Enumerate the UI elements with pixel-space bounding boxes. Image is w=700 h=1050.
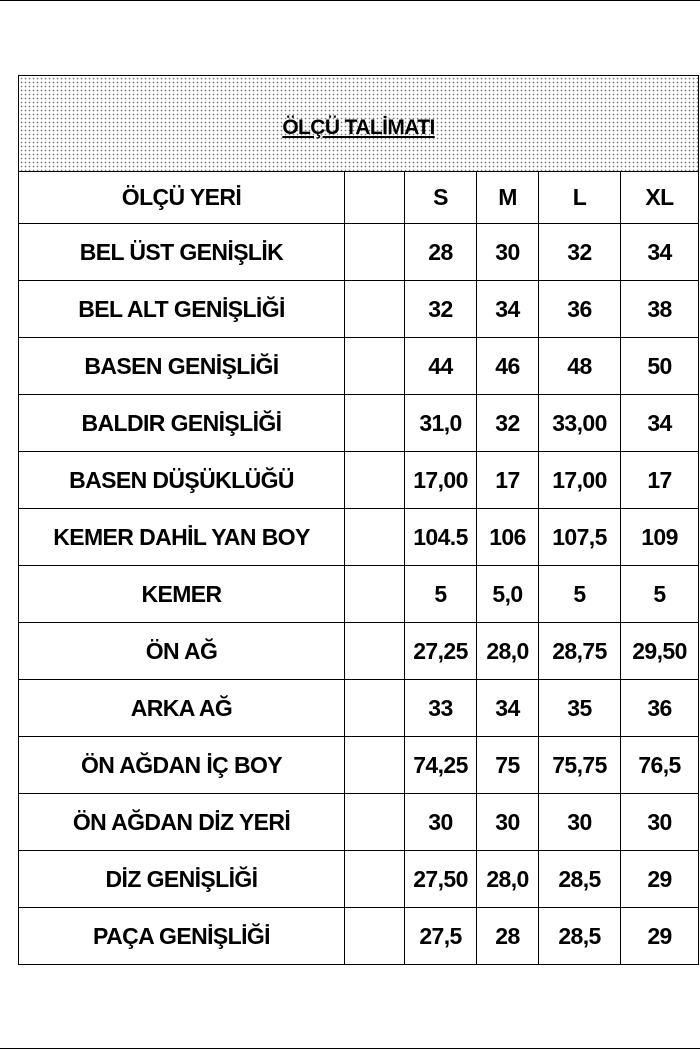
table-row — [19, 851, 699, 908]
table-row — [19, 338, 699, 395]
table-row — [19, 737, 699, 794]
blank-cell — [345, 794, 405, 851]
value-cell-l: 28,5 — [539, 851, 621, 908]
value-cell-s: 32 — [405, 281, 477, 338]
value-cell-s: 104.5 — [405, 509, 477, 566]
value-cell-l: 5 — [539, 566, 621, 623]
blank-cell — [345, 395, 405, 452]
value-cell-xl: 50 — [621, 338, 699, 395]
blank-cell — [345, 623, 405, 680]
measurement-label: BEL ÜST GENİŞLİK — [19, 224, 345, 281]
value-cell-m: 32 — [477, 395, 539, 452]
value-cell-xl: 34 — [621, 224, 699, 281]
blank-cell — [345, 680, 405, 737]
value-cell-s: 27,25 — [405, 623, 477, 680]
top-border-line — [0, 0, 700, 1]
value-cell-l: 17,00 — [539, 452, 621, 509]
measurement-label: KEMER — [19, 566, 345, 623]
blank-cell — [345, 566, 405, 623]
table-row — [19, 566, 699, 623]
size-chart-table — [18, 75, 699, 965]
value-cell-m: 34 — [477, 281, 539, 338]
blank-cell — [345, 338, 405, 395]
value-cell-l: 75,75 — [539, 737, 621, 794]
table-row — [19, 794, 699, 851]
value-cell-m: 5,0 — [477, 566, 539, 623]
table-row — [19, 224, 699, 281]
measurement-label: KEMER DAHİL YAN BOY — [19, 509, 345, 566]
value-cell-m: 17 — [477, 452, 539, 509]
value-cell-s: 33 — [405, 680, 477, 737]
value-cell-xl: 17 — [621, 452, 699, 509]
header-size-s: S — [405, 172, 477, 224]
table-title: ÖLÇÜ TALİMATI — [282, 116, 435, 139]
blank-cell — [345, 908, 405, 965]
value-cell-m: 106 — [477, 509, 539, 566]
blank-cell — [345, 452, 405, 509]
table-row — [19, 395, 699, 452]
table-row — [19, 680, 699, 737]
measurement-label: ÖN AĞ — [19, 623, 345, 680]
value-cell-l: 36 — [539, 281, 621, 338]
table-row — [19, 281, 699, 338]
value-cell-l: 48 — [539, 338, 621, 395]
value-cell-m: 30 — [477, 224, 539, 281]
value-cell-l: 28,75 — [539, 623, 621, 680]
measurement-label: BASEN DÜŞÜKLÜĞÜ — [19, 452, 345, 509]
header-size-l: L — [539, 172, 621, 224]
value-cell-xl: 5 — [621, 566, 699, 623]
blank-cell — [345, 737, 405, 794]
value-cell-xl: 29 — [621, 851, 699, 908]
header-row — [19, 172, 699, 224]
header-label: ÖLÇÜ YERİ — [19, 172, 345, 224]
value-cell-l: 107,5 — [539, 509, 621, 566]
measurement-label: DİZ GENİŞLİĞİ — [19, 851, 345, 908]
value-cell-s: 74,25 — [405, 737, 477, 794]
value-cell-m: 30 — [477, 794, 539, 851]
value-cell-m: 28,0 — [477, 623, 539, 680]
value-cell-xl: 76,5 — [621, 737, 699, 794]
value-cell-s: 30 — [405, 794, 477, 851]
value-cell-l: 33,00 — [539, 395, 621, 452]
value-cell-l: 28,5 — [539, 908, 621, 965]
blank-cell — [345, 224, 405, 281]
blank-cell — [345, 281, 405, 338]
title-row — [19, 76, 699, 172]
table-row — [19, 908, 699, 965]
value-cell-xl: 38 — [621, 281, 699, 338]
header-size-xl: XL — [621, 172, 699, 224]
value-cell-m: 46 — [477, 338, 539, 395]
measurement-label: ÖN AĞDAN İÇ BOY — [19, 737, 345, 794]
bottom-border-line — [0, 1048, 700, 1049]
blank-cell — [345, 851, 405, 908]
measurement-label: ÖN AĞDAN DİZ YERİ — [19, 794, 345, 851]
value-cell-xl: 36 — [621, 680, 699, 737]
value-cell-s: 17,00 — [405, 452, 477, 509]
value-cell-s: 44 — [405, 338, 477, 395]
value-cell-s: 31,0 — [405, 395, 477, 452]
value-cell-l: 32 — [539, 224, 621, 281]
blank-cell — [345, 509, 405, 566]
table-row — [19, 623, 699, 680]
table-row — [19, 509, 699, 566]
header-blank-cell — [345, 172, 405, 224]
value-cell-s: 27,5 — [405, 908, 477, 965]
table-title-cell — [19, 76, 699, 172]
value-cell-m: 28 — [477, 908, 539, 965]
value-cell-xl: 109 — [621, 509, 699, 566]
value-cell-m: 34 — [477, 680, 539, 737]
value-cell-s: 27,50 — [405, 851, 477, 908]
value-cell-xl: 34 — [621, 395, 699, 452]
measurement-label: BEL ALT GENİŞLİĞİ — [19, 281, 345, 338]
value-cell-s: 5 — [405, 566, 477, 623]
value-cell-xl: 30 — [621, 794, 699, 851]
measurement-label: BALDIR GENİŞLİĞİ — [19, 395, 345, 452]
value-cell-l: 35 — [539, 680, 621, 737]
measurement-label: BASEN GENİŞLİĞİ — [19, 338, 345, 395]
table-row — [19, 452, 699, 509]
value-cell-xl: 29,50 — [621, 623, 699, 680]
value-cell-m: 75 — [477, 737, 539, 794]
header-size-m: M — [477, 172, 539, 224]
measurement-label: ARKA AĞ — [19, 680, 345, 737]
measurement-label: PAÇA GENİŞLİĞİ — [19, 908, 345, 965]
value-cell-l: 30 — [539, 794, 621, 851]
value-cell-xl: 29 — [621, 908, 699, 965]
value-cell-m: 28,0 — [477, 851, 539, 908]
value-cell-s: 28 — [405, 224, 477, 281]
